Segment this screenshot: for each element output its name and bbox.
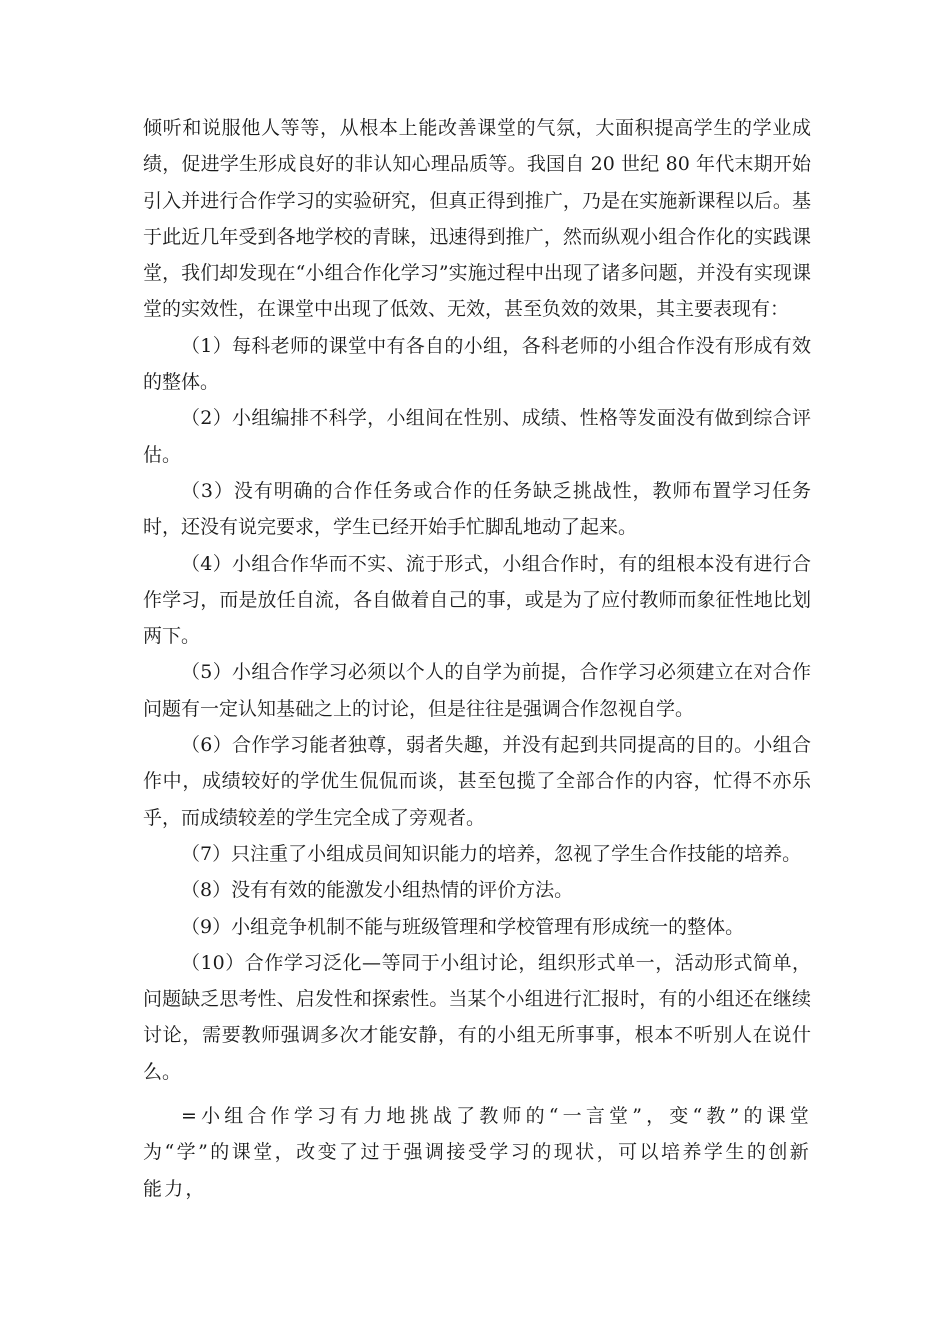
list-item-9: （9）小组竞争机制不能与班级管理和学校管理有形成统一的整体。 <box>181 915 745 938</box>
list-item-2: （2）小组编排不科学，小组间在性别、成绩、性格等发面没有做到综合评估。 <box>143 407 811 466</box>
list-item-10: （10）合作学习泛化—等同于小组讨论，组织形式单一，活动形式简单，问题缺乏思考性、启发性和探索性。当某个小组进行汇报时，有的小组还在继续讨论，需要教师强调多次才能安静，有的小组无所事事，根本不听别人在说什么。 <box>143 951 811 1083</box>
list-item-7: （7）只注重了小组成员间知识能力的培养，忽视了学生合作技能的培养。 <box>181 842 802 865</box>
list-item-3: （3）没有明确的合作任务或合作的任务缺乏挑战性，教师布置学习任务时，还没有说完要求，学生已经开始手忙脚乱地动了起来。 <box>143 479 811 539</box>
list-item-5: （5）小组合作学习必须以个人的自学为前提，合作学习必须建立在对合作问题有一定认知基础之上的讨论，但是往往是强调合作忽视自学。 <box>143 661 811 720</box>
list-item-4: （4）小组合作华而不实、流于形式，小组合作时，有的组根本没有进行合作学习，而是放任自流，各自做着自己的事，或是为了应付教师而象征性地比划两下。 <box>143 552 811 648</box>
document-body <box>143 110 811 1207</box>
list-item-8: （8）没有有效的能激发小组热情的评价方法。 <box>181 879 574 902</box>
list-item-6: （6）合作学习能者独尊，弱者失趣，并没有起到共同提高的目的。小组合作中，成绩较好的学优生侃侃而谈，甚至包揽了全部合作的内容，忙得不亦乐乎，而成绩较差的学生完全成了旁观者。 <box>143 734 811 829</box>
paragraph-closing: =小组合作学习有力地挑战了教师的“一言堂”，变“教”的课堂为“学”的课堂，改变了过于强调接受学习的现状，可以培养学生的创新能力， <box>143 1105 811 1200</box>
list-item-1: （1）每科老师的课堂中有各自的小组，各科老师的小组合作没有形成有效的整体。 <box>143 334 811 394</box>
paragraph-intro: 倾听和说服他人等等，从根本上能改善课堂的气氛，大面积提高学生的学业成绩，促进学生形成良好的非认知心理品质等。我国自 20 世纪 80 年代末期开始引入并进行合作学习的实验研究，但真正得到推广，乃是在实施新课程以后。基于此近几年受到各地学校的青睐，迅速得到推广，然而纵观小组合作化的实践课堂，我们却发现在“小组合作化学习”实施过程中出现了诸多问题，并没有实现课堂的实效性，在课堂中出现了低效、无效，甚至负效的效果，其主要表现有： <box>143 117 811 321</box>
